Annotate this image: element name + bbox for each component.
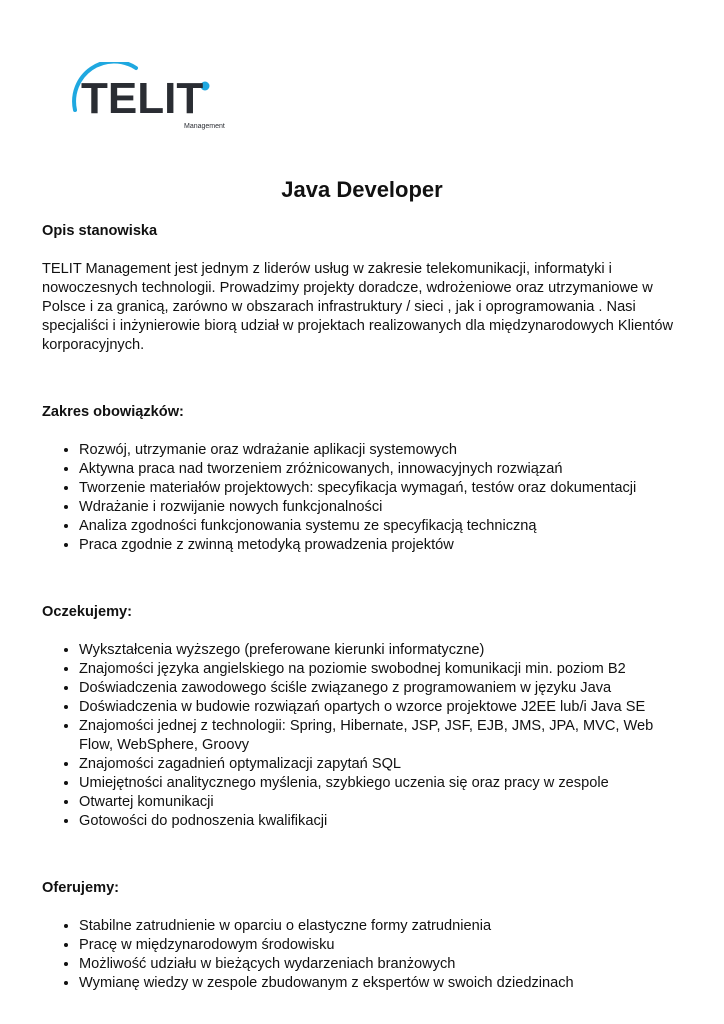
list-item: • Analiza zgodności funkcjonowania systemu ze specyfikacją techniczną (79, 517, 682, 536)
page-title: Java Developer (281, 177, 443, 202)
heading-zakres: Zakres obowiązków: (42, 404, 184, 420)
list-oczekujemy (42, 641, 682, 831)
logo-subtitle: Management (184, 123, 225, 130)
list-item: • Tworzenie materiałów projektowych: specyfikacja wymagań, testów oraz dokumentacji (79, 479, 682, 498)
list-item: • Pracę w międzynarodowym środowisku (79, 936, 682, 955)
list-item: • Znajomości jednej z technologii: Spring, Hibernate, JSP, JSF, EJB, JMS, JPA, MVC, Web Flow, WebSphere, Groovy (79, 717, 682, 755)
list-item: • Aktywna praca nad tworzeniem zróżnicowanych, innowacyjnych rozwiązań (79, 460, 682, 479)
list-item: • Stabilne zatrudnienie w oparciu o elastyczne formy zatrudnienia (79, 917, 682, 936)
company-logo (66, 62, 246, 134)
list-item: • Praca zgodnie z zwinną metodyką prowadzenia projektów (79, 536, 682, 555)
list-item: • Znajomości języka angielskiego na poziomie swobodnej komunikacji min. poziom B2 (79, 660, 682, 679)
list-item: • Umiejętności analitycznego myślenia, szybkiego uczenia się oraz pracy w zespole (79, 774, 682, 793)
list-item: • Gotowości do podnoszenia kwalifikacji (79, 812, 682, 831)
list-oferujemy (42, 917, 682, 993)
list-zakres (42, 441, 682, 555)
heading-oczekujemy: Oczekujemy: (42, 604, 133, 620)
list-item: • Doświadczenia w budowie rozwiązań opartych o wzorce projektowe J2EE lub/i Java SE (79, 698, 682, 717)
list-item: • Znajomości zagadnień optymalizacji zapytań SQL (79, 755, 682, 774)
document-body (42, 222, 682, 993)
company-description: TELIT Management jest jednym z liderów usług w zakresie telekomunikacji, informatyki i nowoczesnych technologii. Prowadzimy projekty doradcze, wdrożeniowe oraz utrzymaniowe w Polsce i za granicą, zarówno w obszarach infrastruktury / sieci , jak i oprogramowania . Nasi specjaliści i inżynierowie biorą udział w projektach realizowanych dla międzynarodowych Klientów korporacyjnych. (42, 261, 674, 353)
heading-oferujemy: Oferujemy: (42, 880, 120, 896)
list-item: • Otwartej komunikacji (79, 793, 682, 812)
heading-opis: Opis stanowiska (42, 223, 158, 239)
list-item: • Wykształcenia wyższego (preferowane kierunki informatyczne) (79, 641, 682, 660)
list-item: • Wdrażanie i rozwijanie nowych funkcjonalności (79, 498, 682, 517)
logo-wordmark: TELIT (81, 74, 204, 123)
list-item: • Rozwój, utrzymanie oraz wdrażanie aplikacji systemowych (79, 441, 682, 460)
list-item: • Wymianę wiedzy w zespole zbudowanym z ekspertów w swoich dziedzinach (79, 974, 682, 993)
list-item: • Możliwość udziału w bieżących wydarzeniach branżowych (79, 955, 682, 974)
list-item: • Doświadczenia zawodowego ściśle związanego z programowaniem w języku Java (79, 679, 682, 698)
